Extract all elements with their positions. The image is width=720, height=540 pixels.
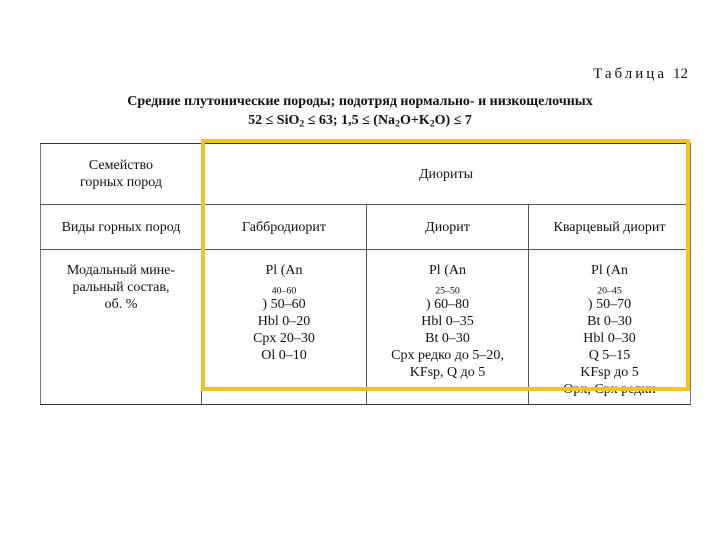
composition-line: Opx, Cpx редки <box>563 382 656 397</box>
rock-classification-table <box>40 143 691 405</box>
composition-part: Pl (An <box>265 263 303 278</box>
header-line: об. % <box>104 297 138 312</box>
caption-word: Таблица <box>593 66 667 82</box>
composition-line: Bt 0–30 <box>425 331 470 346</box>
types-header-cell: Виды горных пород <box>41 205 202 250</box>
composition-subscript: 25–50 <box>435 285 460 297</box>
title-subscript: 2 <box>299 118 305 130</box>
type-cell-quartz-diorite: Кварцевый диорит <box>529 205 691 250</box>
composition-line: KFsp до 5 <box>580 365 639 380</box>
composition-line: Hbl 0–35 <box>421 314 474 329</box>
composition-cell-gabbrodiorite <box>202 250 367 405</box>
composition-line: Cpx редко до 5–20, <box>391 348 504 363</box>
composition-line <box>371 262 524 313</box>
composition-subscript: 20–45 <box>597 285 622 297</box>
composition-part: Pl (An <box>591 263 628 278</box>
title-subscript: 2 <box>395 118 400 130</box>
composition-part: ) 60–80 <box>425 297 470 312</box>
table-row <box>41 250 691 405</box>
composition-cell-quartz-diorite <box>529 250 691 405</box>
title-part: O+K <box>399 113 430 128</box>
table-row <box>41 205 691 250</box>
title-subscript: 2 <box>429 118 435 130</box>
header-line: Модальный мине- <box>66 263 176 278</box>
caption-number: 12 <box>673 66 688 82</box>
composition-line: Bt 0–30 <box>587 314 632 329</box>
family-header-cell <box>41 144 202 205</box>
composition-line <box>206 262 362 313</box>
family-value-cell: Диориты <box>202 144 691 205</box>
title-part: ≤ 63; 1,5 ≤ (Na <box>304 113 396 128</box>
composition-part: ) 50–60 <box>262 297 306 312</box>
title-line-2 <box>0 111 720 130</box>
header-line: Семейство <box>88 158 154 173</box>
header-line: горных пород <box>79 175 162 190</box>
composition-line: KFsp, Q до 5 <box>409 365 486 380</box>
type-cell-gabbrodiorite: Габбродиорит <box>202 205 367 250</box>
composition-line <box>533 262 686 313</box>
composition-cell-diorite <box>367 250 529 405</box>
composition-line: Hbl 0–20 <box>257 314 311 329</box>
composition-line: Ol 0–10 <box>261 348 307 363</box>
composition-line: Hbl 0–30 <box>583 331 636 346</box>
type-cell-diorite: Диорит <box>367 205 529 250</box>
title-line-1: Средние плутонические породы; подотряд нормально- и низкощелочных <box>127 94 593 109</box>
composition-part: Pl (An <box>429 263 466 278</box>
table-caption <box>593 66 688 83</box>
composition-line: Cpx 20–30 <box>253 331 315 346</box>
title-part: 52 ≤ SiO <box>248 113 300 128</box>
composition-line: Q 5–15 <box>588 348 631 363</box>
composition-subscript: 40–60 <box>271 285 297 297</box>
table-row <box>41 144 691 205</box>
header-line: ральный состав, <box>72 280 170 295</box>
modal-header-cell <box>41 250 202 405</box>
composition-part: ) 50–70 <box>587 297 632 312</box>
table-title <box>0 92 720 130</box>
title-part: O) ≤ 7 <box>434 113 472 128</box>
